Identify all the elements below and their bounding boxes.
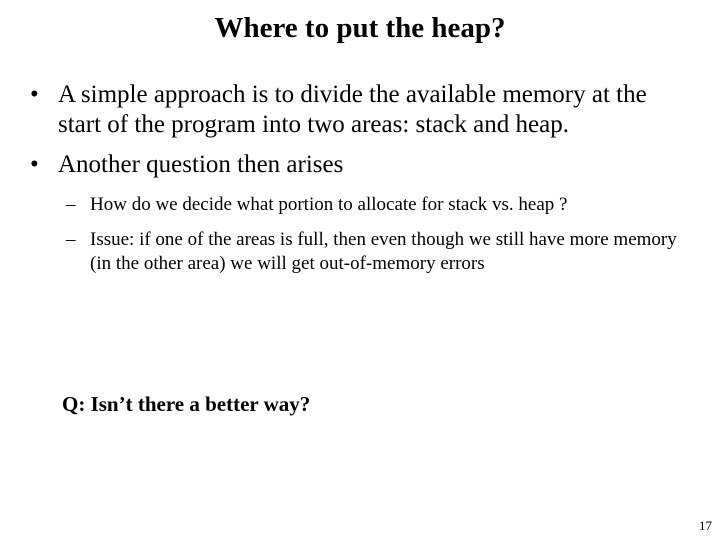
bullet-marker: • bbox=[30, 151, 39, 178]
sub-bullet-text: Issue: if one of the areas is full, then even though we still have more memory (in the other area) we will get out-of-memory errors bbox=[90, 229, 677, 274]
bullet-text: A simple approach is to divide the available memory at the start of the program into two areas: stack and heap. bbox=[58, 81, 647, 138]
sub-bullet-item bbox=[66, 228, 696, 276]
sub-bullet-marker: – bbox=[66, 229, 76, 250]
bullet-item bbox=[30, 80, 690, 140]
bullet-text: Another question then arises bbox=[58, 151, 344, 178]
sub-bullet-item bbox=[66, 193, 696, 217]
bullet-item bbox=[30, 150, 690, 180]
sub-bullet-text: How do we decide what portion to allocate for stack vs. heap ? bbox=[90, 194, 568, 215]
slide-title: Where to put the heap? bbox=[214, 12, 506, 44]
bullet-marker: • bbox=[30, 81, 39, 108]
page-number: 17 bbox=[699, 518, 712, 533]
sub-bullet-marker: – bbox=[66, 194, 76, 215]
question-text: Q: Isn’t there a better way? bbox=[62, 392, 311, 416]
